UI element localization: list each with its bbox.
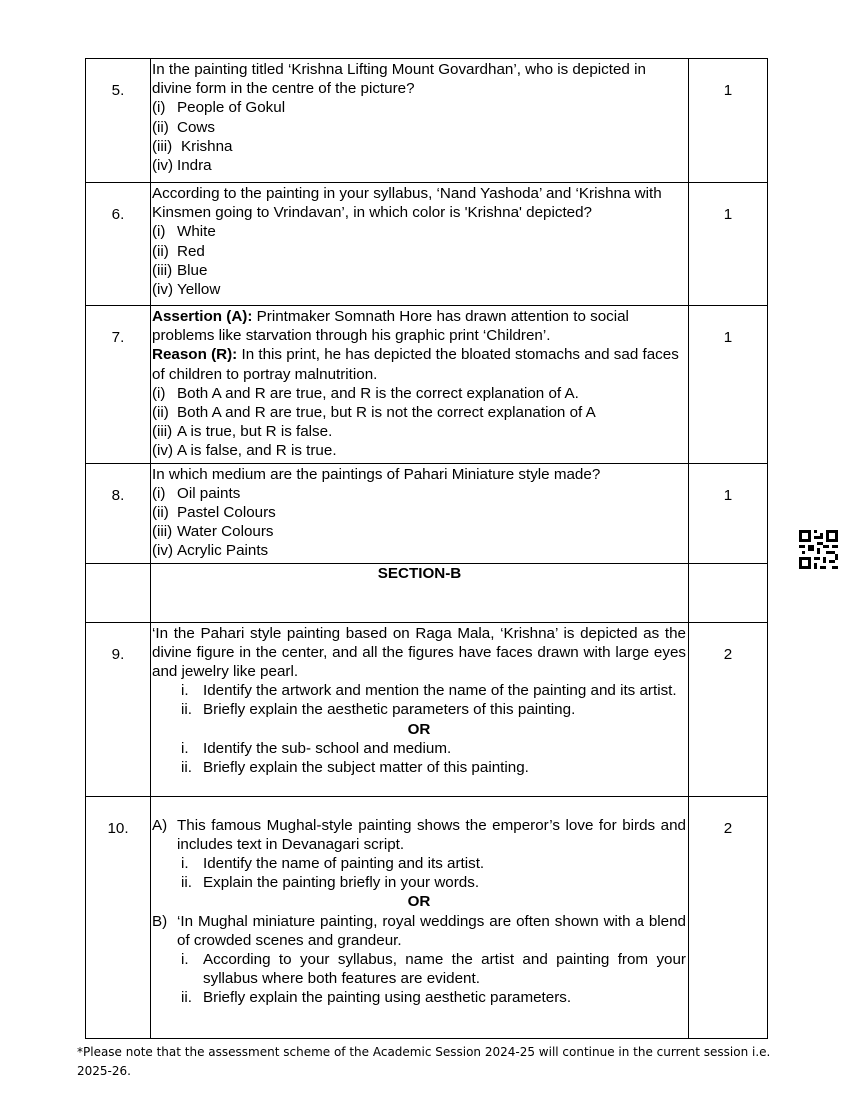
option-label: (iii) [152, 523, 173, 541]
question-number: 8. [86, 463, 151, 563]
option [152, 118, 686, 137]
question-row-7 [86, 306, 768, 464]
option-text: A is true, but R is false. [177, 423, 333, 441]
part-label: B) [152, 912, 168, 930]
sub-text: According to your syllabus, name the artist and painting from your syllabus where both features are evident. [203, 951, 686, 988]
option [152, 156, 686, 175]
question-row-10 [86, 796, 768, 1038]
option [152, 261, 686, 280]
assertion [152, 307, 686, 345]
qr-code-icon [799, 530, 838, 569]
section-b-heading: SECTION-B [151, 563, 689, 622]
option [152, 98, 686, 117]
sub-text: Identify the name of painting and its artist. [203, 855, 485, 873]
option-label: (ii) [152, 404, 169, 422]
question-number: 10. [86, 796, 151, 1038]
question-row-5 [86, 59, 768, 183]
sub-label: ii. [181, 874, 192, 892]
section-row [86, 563, 768, 622]
sub-question [152, 700, 686, 719]
part-text: This famous Mughal-style painting shows the emperor’s love for birds and includes text in Devanagari script. [177, 816, 686, 853]
assertion-text: Printmaker Somnath Hore has drawn attention to social problems like starvation through his graphic print ‘Children’. [152, 308, 629, 345]
option-text: Both A and R are true, and R is the correct explanation of A. [177, 384, 579, 402]
question-content [151, 183, 689, 306]
option-text: Red [177, 242, 205, 260]
sub-text: Identify the sub- school and medium. [203, 739, 452, 757]
option-label: (i) [152, 484, 166, 502]
option-label: (ii) [152, 504, 169, 522]
option-text: Oil paints [177, 484, 241, 502]
question-marks: 1 [689, 306, 768, 464]
sub-question [152, 950, 686, 988]
option-text: White [177, 223, 216, 241]
option [152, 422, 686, 441]
question-number: 6. [86, 183, 151, 306]
option-label: (iv) [152, 542, 174, 560]
sub-text: Briefly explain the subject matter of this painting. [203, 759, 529, 777]
question-number: 7. [86, 306, 151, 464]
sub-question [152, 873, 686, 892]
question-table [85, 58, 768, 1039]
reason-label: Reason (R): [152, 346, 238, 364]
question-text: In which medium are the paintings of Pahari Miniature style made? [152, 465, 601, 483]
sub-question [152, 988, 686, 1007]
question-number: 5. [86, 59, 151, 183]
question-marks: 2 [689, 622, 768, 796]
footnote: *Please note that the assessment scheme of the Academic Session 2024-25 will continue in the current session i.e. 2025-26. [77, 1045, 771, 1078]
sub-text: Briefly explain the painting using aesthetic parameters. [203, 989, 572, 1007]
sub-text: Identify the artwork and mention the name of the painting and its artist. [203, 682, 677, 700]
option [152, 137, 686, 156]
option-text: Indra [177, 157, 212, 175]
option-label: (ii) [152, 242, 169, 260]
option-label: (iv) [152, 157, 174, 175]
sub-label: i. [181, 682, 189, 700]
option-text: Blue [177, 261, 208, 279]
option [152, 541, 686, 560]
sub-question [152, 758, 686, 777]
part-b [152, 912, 686, 950]
option-text: Water Colours [177, 523, 274, 541]
sub-question [152, 739, 686, 758]
part-text: ‘In Mughal miniature painting, royal weddings are often shown with a blend of crowded scenes and grandeur. [177, 912, 686, 949]
option-label: (iii) [152, 423, 173, 441]
sub-label: i. [181, 739, 189, 757]
option [152, 222, 686, 241]
question-row-9 [86, 622, 768, 796]
section-empty-cell [689, 563, 768, 622]
option [152, 503, 686, 522]
option-label: (iv) [152, 281, 174, 299]
option-label: (iii) [152, 137, 173, 155]
option [152, 280, 686, 299]
question-marks: 1 [689, 59, 768, 183]
question-content [151, 463, 689, 563]
option-label: (iv) [152, 442, 174, 460]
question-row-6 [86, 183, 768, 306]
option-text: Cows [177, 118, 215, 136]
reason-text: In this print, he has depicted the bloated stomachs and sad faces of children to portray malnutrition. [152, 346, 679, 383]
question-text: ‘In the Pahari style painting based on Raga Mala, ‘Krishna’ is depicted as the divine figure in the center, and all the figures have faces drawn with large eyes and jewelry like pearl. [152, 624, 686, 681]
option-label: (ii) [152, 118, 169, 136]
question-content [151, 59, 689, 183]
question-number: 9. [86, 622, 151, 796]
question-marks: 2 [689, 796, 768, 1038]
sub-label: i. [181, 855, 189, 873]
section-empty-cell [86, 563, 151, 622]
option-label: (iii) [152, 261, 173, 279]
sub-label: ii. [181, 701, 192, 719]
option-label: (i) [152, 384, 166, 402]
question-row-8 [86, 463, 768, 563]
sub-question [152, 854, 686, 873]
option-text: Both A and R are true, but R is not the correct explanation of A [177, 404, 596, 422]
option-text: People of Gokul [177, 99, 286, 117]
option-text: Pastel Colours [177, 504, 276, 522]
part-label: A) [152, 816, 168, 834]
or-separator: OR [407, 720, 431, 738]
sub-text: Explain the painting briefly in your words. [203, 874, 480, 892]
question-text: In the painting titled ‘Krishna Lifting Mount Govardhan’, who is depicted in divine form in the centre of the picture? [152, 61, 646, 98]
question-content [151, 796, 689, 1038]
option [152, 441, 686, 460]
option [152, 403, 686, 422]
question-marks: 1 [689, 183, 768, 306]
option-text: Yellow [177, 281, 221, 299]
part-a [152, 816, 686, 854]
assertion-label: Assertion (A): [152, 308, 253, 325]
option [152, 384, 686, 403]
sub-question [152, 681, 686, 700]
option-label: (i) [152, 223, 166, 241]
option-label: (i) [152, 99, 166, 117]
sub-label: i. [181, 951, 189, 969]
question-content [151, 306, 689, 464]
option [152, 522, 686, 541]
option-text: Krishna [181, 137, 233, 155]
option [152, 484, 686, 503]
or-separator: OR [407, 893, 431, 911]
question-content [151, 622, 689, 796]
reason [152, 345, 686, 383]
sub-label: ii. [181, 759, 192, 777]
question-text: According to the painting in your syllabus, ‘Nand Yashoda’ and ‘Krishna with Kinsmen going to Vrindavan’, in which color is 'Krishna' depicted? [152, 185, 662, 222]
option [152, 242, 686, 261]
sub-label: ii. [181, 989, 192, 1007]
question-marks: 1 [689, 463, 768, 563]
sub-text: Briefly explain the aesthetic parameters of this painting. [203, 701, 576, 719]
option-text: Acrylic Paints [177, 542, 269, 560]
option-text: A is false, and R is true. [177, 442, 337, 460]
